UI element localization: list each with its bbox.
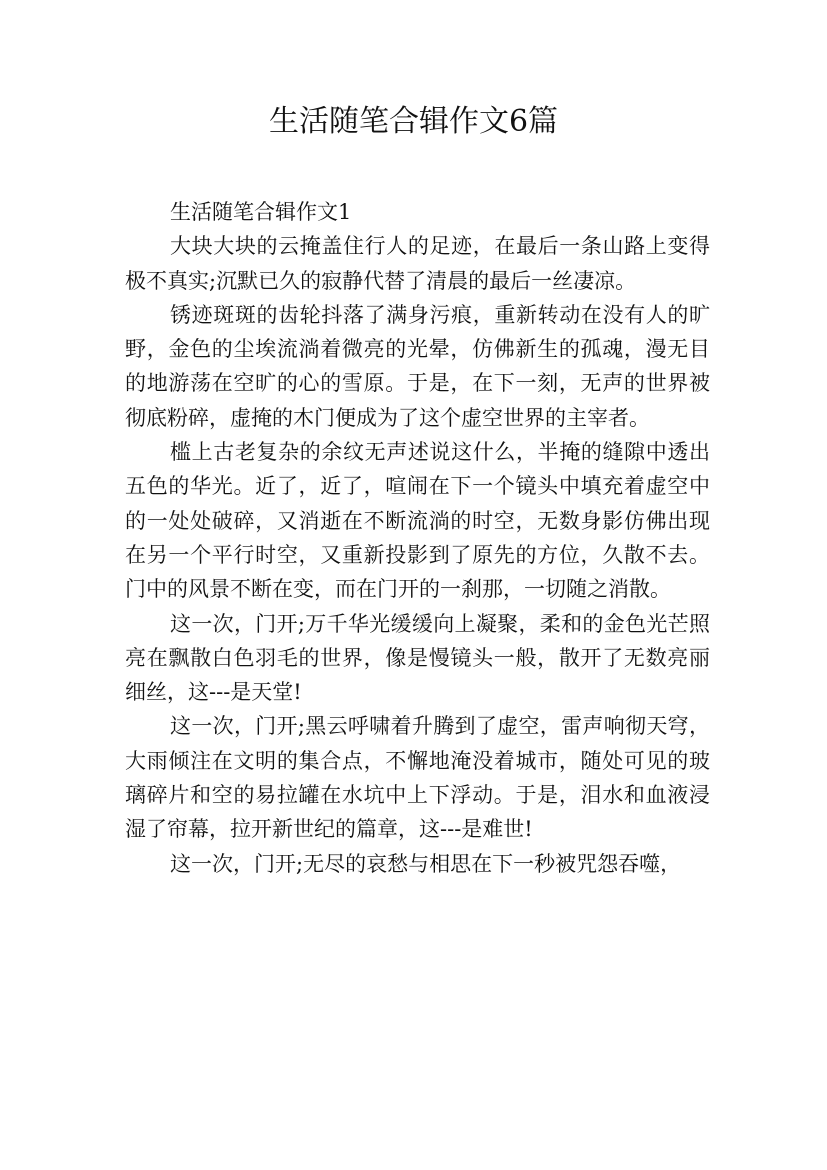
document-body bbox=[125, 195, 710, 881]
paragraph-1: 大块大块的云掩盖住行人的足迹，在最后一条山路上变得极不真实;沉默已久的寂静代替了清晨的最后一丝凄凉。 bbox=[125, 234, 710, 293]
paragraph-5: 这一次，门开;黑云呼啸着升腾到了虚空，雷声响彻天穹，大雨倾注在文明的集合点，不懈地淹没着城市，随处可见的玻璃碎片和空的易拉罐在水坑中上下浮动。于是，泪水和血液浸湿了帘幕，拉开新世纪的篇章，这---是难世! bbox=[125, 714, 710, 842]
section-heading: 生活随笔合辑作文1 bbox=[170, 200, 352, 224]
paragraph-6: 这一次，门开;无尽的哀愁与相思在下一秒被咒怨吞噬， bbox=[170, 851, 682, 876]
paragraph-3: 槛上古老复杂的余纹无声述说这什么，半掩的缝隙中透出五色的华光。近了，近了，喧闹在下一个镜头中填充着虚空中的一处处破碎，又消逝在不断流淌的时空，无数身影仿佛出现在另一个平行时空，又重新投影到了原先的方位，久散不去。门中的风景不断在变，而在门开的一刹那，一切随之消散。 bbox=[125, 440, 710, 602]
document-title: 生活随笔合辑作文6篇 bbox=[268, 104, 559, 139]
paragraph-4: 这一次，门开;万千华光缓缓向上凝聚，柔和的金色光芒照亮在飘散白色羽毛的世界，像是慢镜头一般，散开了无数亮丽细丝，这---是天堂! bbox=[125, 611, 710, 705]
paragraph-2: 锈迹斑斑的齿轮抖落了满身污痕，重新转动在没有人的旷野，金色的尘埃流淌着微亮的光晕，仿佛新生的孤魂，漫无目的地游荡在空旷的心的雪原。于是，在下一刻，无声的世界被彻底粉碎，虚掩的木门便成为了这个虚空世界的主宰者。 bbox=[125, 302, 710, 430]
